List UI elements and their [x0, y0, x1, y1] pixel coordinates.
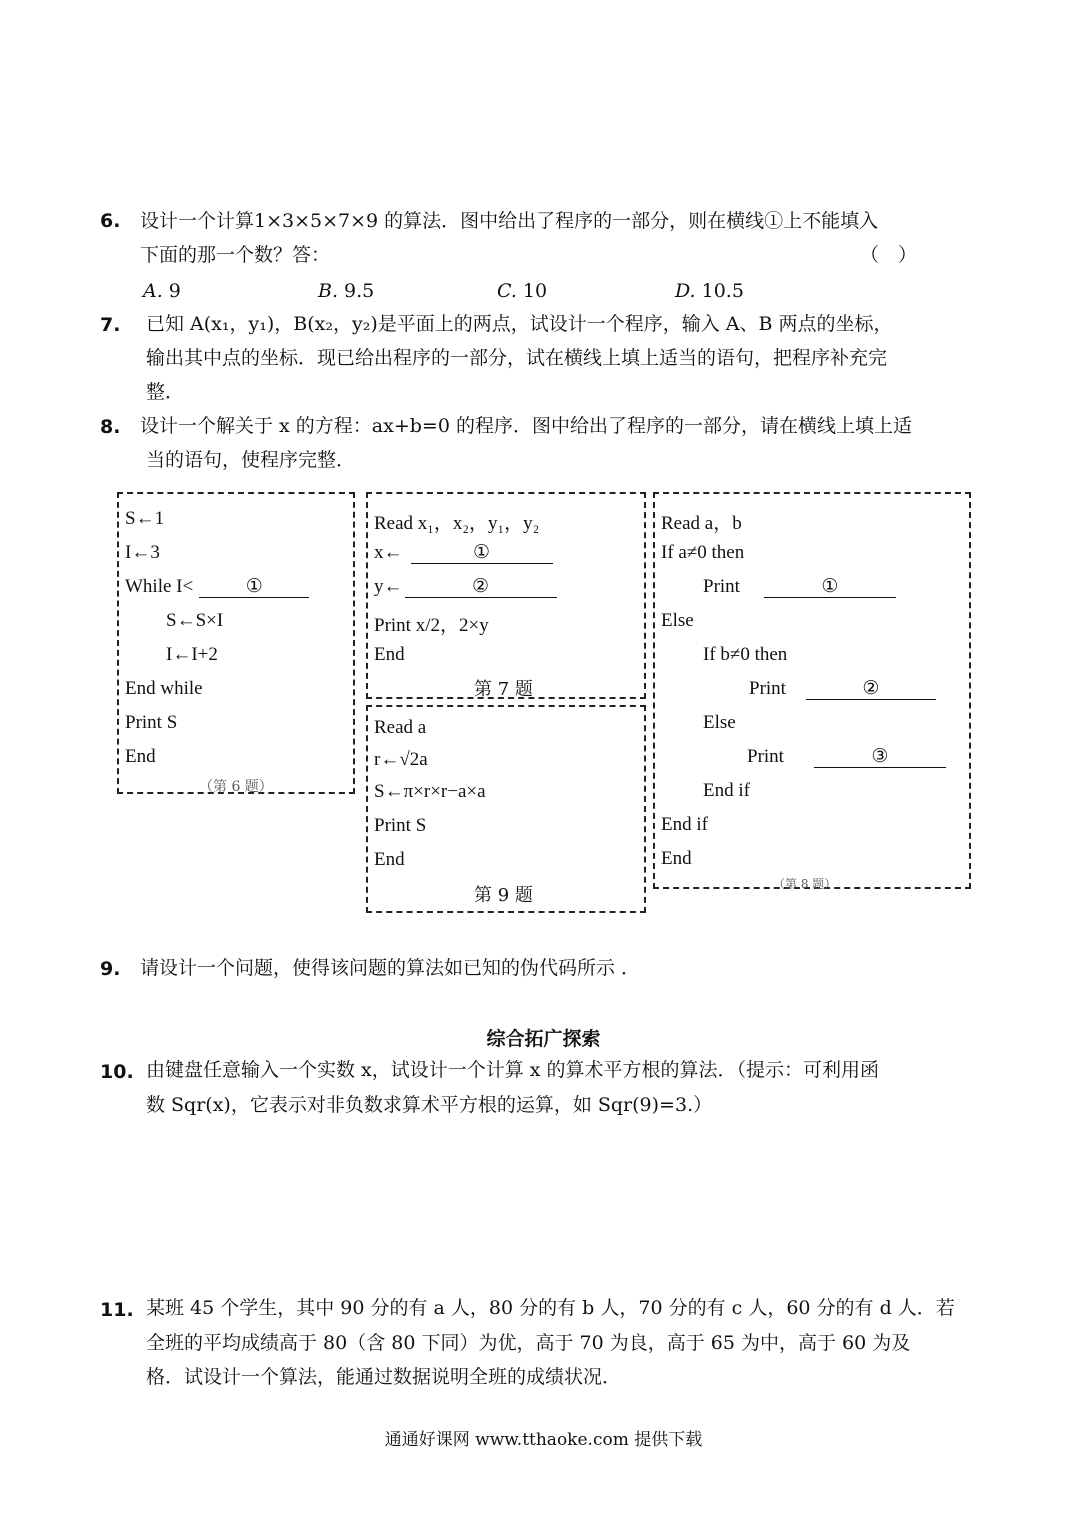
code-line-print-1	[703, 576, 896, 598]
question-11-line-1: 某班 45 个学生，其中 90 分的有 a 人，80 分的有 b 人，70 分的有 c 人，60 分的有 d 人．若	[146, 1297, 955, 1319]
code-line: Print x/2，2×y	[374, 615, 489, 636]
question-11-line-3: 格．试设计一个算法，能通过数据说明全班的成绩状况．	[146, 1366, 622, 1388]
code-line-x	[374, 542, 553, 564]
option-b[interactable]	[318, 280, 374, 302]
code-line-print-3	[747, 746, 946, 768]
box-caption: 第 7 题	[474, 679, 533, 700]
code-line: Else	[703, 712, 736, 733]
code-line: S←1	[125, 508, 165, 529]
option-a-value: 9	[168, 280, 181, 302]
question-8-number: 8.	[100, 416, 121, 438]
box-caption: （第 6 题）	[199, 779, 273, 795]
blank-3[interactable]: ③	[814, 747, 946, 768]
question-9-text: 请设计一个问题，使得该问题的算法如已知的伪代码所示 ．	[140, 957, 641, 979]
blank-2[interactable]: ②	[405, 577, 557, 598]
question-9-number: 9.	[100, 958, 121, 980]
code-line: Read a	[374, 717, 427, 738]
code-line: End if	[661, 814, 708, 835]
question-7-line-1: 已知 A(x₁，y₁)，B(x₂，y₂)是平面上的两点，试设计一个程序，输入 A、B 两点的坐标，	[146, 313, 893, 335]
code-line: S←π×r×r−a×a	[374, 781, 486, 802]
option-d-value: 10.5	[701, 280, 744, 302]
question-10-line-1: 由键盘任意输入一个实数 x，试设计一个计算 x 的算术平方根的算法．（提示：可利用函	[146, 1059, 880, 1081]
section-title: 综合拓广探索	[486, 1028, 601, 1050]
footer-text: 通通好课网 www.tthaoke.com 提供下载	[384, 1430, 703, 1450]
code-line-text: Print	[747, 746, 784, 767]
code-line: I←I+2	[166, 644, 218, 665]
option-a-label: A.	[143, 280, 163, 302]
code-line-r	[374, 749, 428, 771]
code-line-text: Print	[749, 678, 786, 699]
code-line: End	[125, 746, 156, 767]
code-line: If b≠0 then	[703, 644, 788, 665]
code-line-text: y←	[374, 576, 403, 597]
blank-1[interactable]: ①	[764, 577, 896, 598]
option-a[interactable]	[143, 280, 181, 302]
box-caption: （第 8 题）	[773, 877, 837, 891]
code-line-text: x←	[374, 542, 403, 563]
question-11-line-2: 全班的平均成绩高于 80（含 80 下同）为优，高于 70 为良，高于 65 为中，高于 60 为及	[146, 1332, 911, 1354]
code-line-y	[374, 576, 557, 598]
code-box-q7	[366, 492, 646, 699]
question-8-line-1: 设计一个解关于 x 的方程：ax+b=0 的程序．图中给出了程序的一部分，请在横线上填上适	[140, 415, 912, 437]
option-c-value: 10	[522, 280, 548, 302]
code-line: If a≠0 then	[661, 542, 745, 563]
option-d-label: D.	[675, 280, 696, 302]
code-line: End	[661, 848, 692, 869]
question-7-line-3: 整．	[146, 381, 185, 403]
question-6-line-2: 下面的那一个数？答：	[140, 244, 331, 266]
code-line: Read x₁，x₂，y₁，y₂	[374, 513, 540, 534]
code-line: End if	[703, 780, 750, 801]
question-7-number: 7.	[100, 314, 121, 336]
question-6-line-1: 设计一个计算1×3×5×7×9 的算法．图中给出了程序的一部分，则在横线①上不能填入	[140, 210, 879, 232]
code-line-text: While I<	[125, 576, 194, 597]
code-line: I←3	[125, 542, 160, 563]
code-box-q8	[653, 492, 971, 889]
code-line-text: Print	[703, 576, 740, 597]
code-line: End	[374, 644, 405, 665]
code-box-q6	[117, 492, 355, 794]
code-line: Print S	[125, 712, 178, 733]
code-line: End while	[125, 678, 203, 699]
question-8-line-2: 当的语句，使程序完整．	[146, 449, 356, 471]
code-line: Read a，b	[661, 513, 742, 534]
option-d[interactable]	[675, 280, 744, 302]
code-box-q9	[366, 705, 646, 913]
code-line: Print S	[374, 815, 427, 836]
blank-2[interactable]: ②	[806, 679, 936, 700]
question-6-number: 6.	[100, 210, 121, 232]
option-b-value: 9.5	[344, 280, 375, 302]
option-b-label: B.	[318, 280, 339, 302]
option-c-label: C.	[497, 280, 517, 302]
question-10-line-2: 数 Sqr(x)，它表示对非负数求算术平方根的运算，如 Sqr(9)=3.）	[146, 1094, 713, 1116]
box-caption: 第 9 题	[474, 885, 533, 906]
option-c[interactable]	[497, 280, 547, 302]
question-10-number: 10.	[100, 1061, 134, 1083]
code-line-while	[125, 576, 309, 598]
code-line: Else	[661, 610, 694, 631]
question-11-number: 11.	[100, 1299, 134, 1321]
code-line: S←S×I	[166, 610, 224, 631]
sqrt-expression: √2a	[399, 749, 428, 770]
code-line-print-2	[749, 678, 936, 700]
blank-1[interactable]: ①	[411, 543, 553, 564]
answer-parentheses: （ ）	[860, 244, 918, 266]
code-line: End	[374, 849, 405, 870]
question-7-line-2: 输出其中点的坐标．现已给出程序的一部分，试在横线上填上适当的语句，把程序补充完	[146, 347, 888, 369]
blank-1[interactable]: ①	[199, 577, 309, 598]
code-line-text: r←	[374, 749, 400, 770]
